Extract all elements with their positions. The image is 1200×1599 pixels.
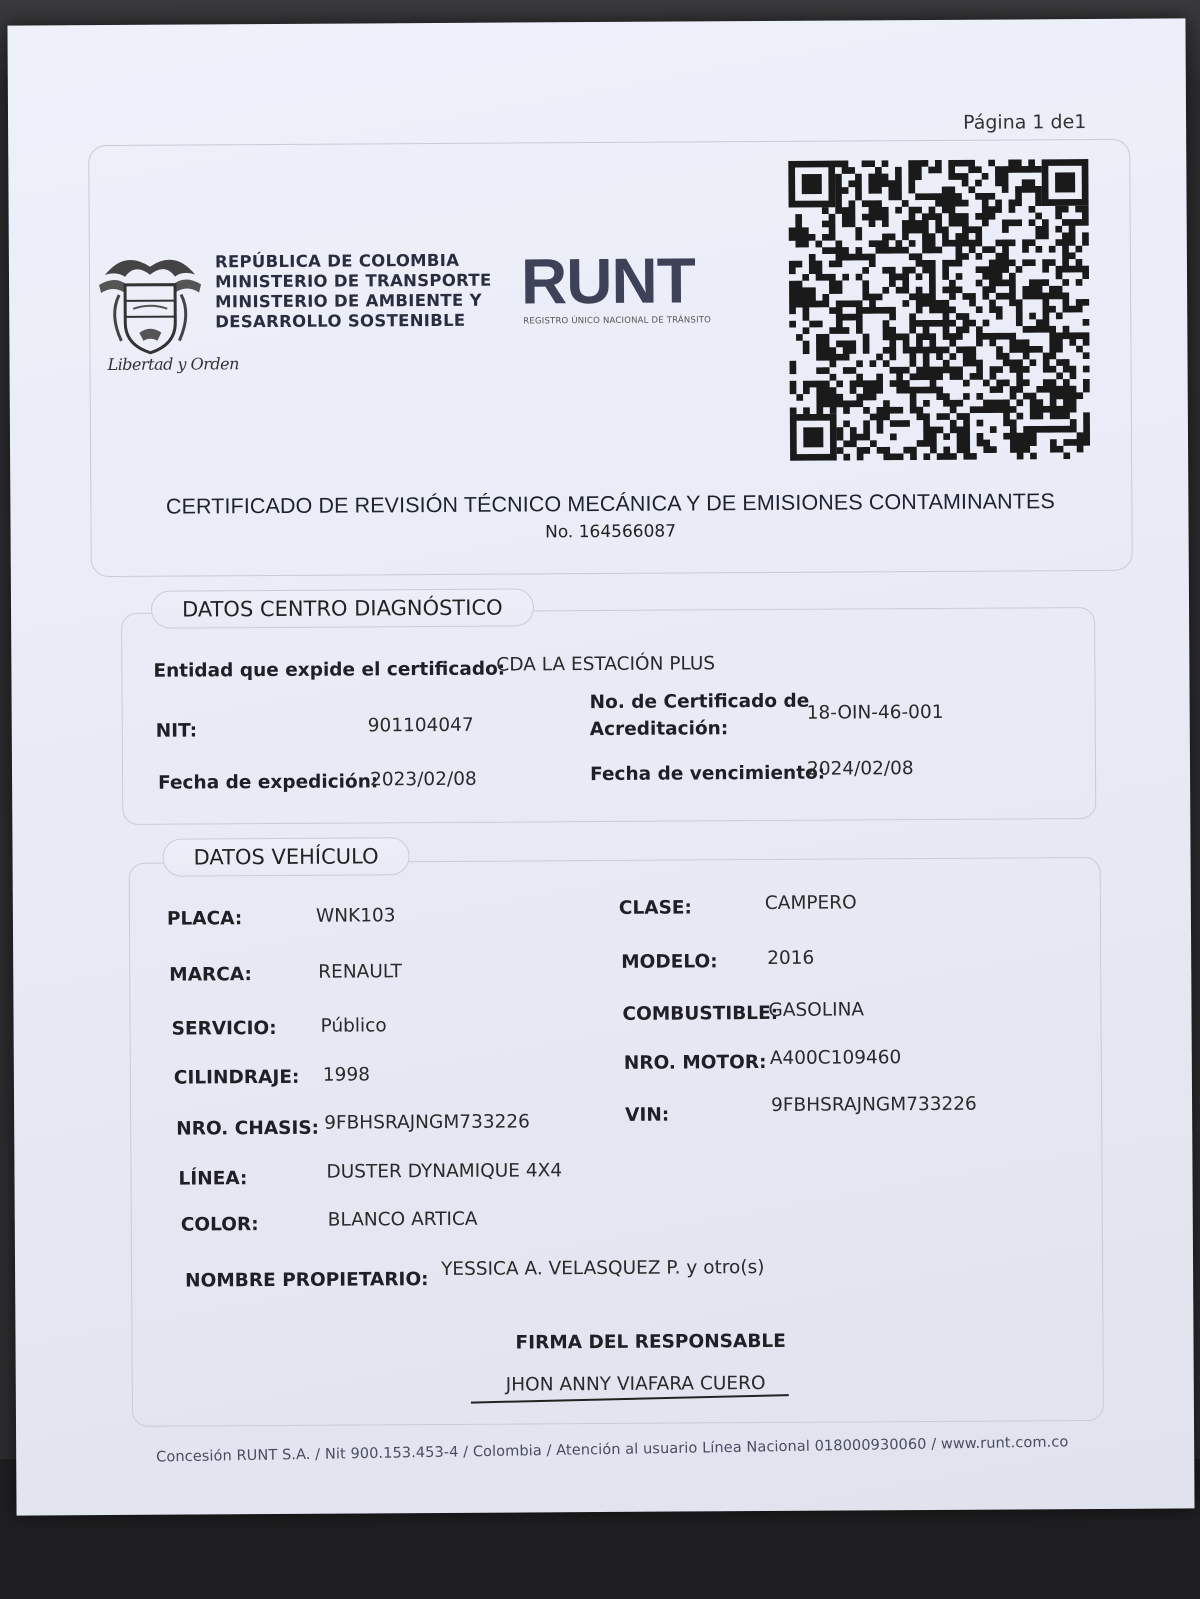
combustible-value: GASOLINA: [768, 999, 865, 1021]
chasis-value: 9FBHSRAJNGM733226: [324, 1111, 530, 1134]
signature-name: JHON ANNY VIAFARA CUERO: [505, 1373, 766, 1396]
owner-label: NOMBRE PROPIETARIO:: [185, 1269, 429, 1292]
runt-logo: RUNT: [520, 244, 695, 318]
vin-value: 9FBHSRAJNGM733226: [771, 1093, 977, 1116]
servicio-label: SERVICIO:: [171, 1017, 277, 1040]
diagnostic-center-title: DATOS CENTRO DIAGNÓSTICO: [151, 588, 534, 628]
placa-value: WNK103: [315, 905, 396, 927]
marca-value: RENAULT: [318, 961, 402, 983]
coat-of-arms-icon: [95, 244, 206, 365]
cilindraje-value: 1998: [322, 1064, 371, 1086]
signature-title: FIRMA DEL RESPONSABLE: [515, 1330, 786, 1354]
accreditation-value: 18-OIN-46-001: [806, 701, 944, 724]
motor-label: NRO. MOTOR:: [623, 1051, 767, 1074]
certificate-title: CERTIFICADO DE REVISIÓN TÉCNICO MECÁNICA Y DE EMISIONES CONTAMINANTES: [165, 489, 1055, 519]
nit-label: NIT:: [155, 720, 198, 742]
entity-label: Entidad que expide el certificado:: [153, 658, 506, 682]
servicio-value: Público: [320, 1015, 387, 1037]
motto-text: Libertad y Orden: [107, 354, 239, 375]
accreditation-label-line1: No. de Certificado de: [589, 690, 810, 714]
issue-date-label: Fecha de expedición:: [158, 771, 379, 794]
nit-value: 901104047: [367, 714, 474, 737]
cilindraje-label: CILINDRAJE:: [173, 1066, 300, 1089]
linea-label: LÍNEA:: [178, 1168, 248, 1190]
motor-value: A400C109460: [769, 1047, 902, 1069]
clase-value: CAMPERO: [764, 892, 857, 915]
certificate-paper: [7, 18, 1194, 1515]
modelo-value: 2016: [767, 947, 815, 969]
color-label: COLOR:: [180, 1214, 259, 1236]
marca-label: MARCA:: [169, 964, 252, 986]
vin-label: VIN:: [625, 1104, 670, 1126]
chasis-label: NRO. CHASIS:: [176, 1117, 320, 1140]
vehicle-section-title: DATOS VEHÍCULO: [162, 837, 409, 877]
expiry-date-value: 2024/02/08: [806, 758, 914, 780]
gov-line: DESARROLLO SOSTENIBLE: [215, 310, 466, 332]
issue-date-value: 2023/02/08: [370, 768, 477, 791]
combustible-label: COMBUSTIBLE:: [622, 1002, 779, 1025]
footer-text: Concesión RUNT S.A. / Nit 900.153.453-4 / Colombia / Atención al usuario Línea Nacional 018000930060 / www.runt.com.co: [156, 1434, 1069, 1466]
gov-line: MINISTERIO DE TRANSPORTE: [214, 270, 492, 292]
gov-line: REPÚBLICA DE COLOMBIA: [214, 250, 460, 272]
color-value: BLANCO ARTICA: [327, 1208, 478, 1231]
runt-subtitle: REGISTRO ÚNICO NACIONAL DE TRÁNSITO: [523, 315, 712, 327]
expiry-date-label: Fecha de vencimiento:: [589, 762, 826, 786]
modelo-label: MODELO:: [621, 951, 718, 973]
certificate-number: No. 164566087: [545, 521, 677, 543]
placa-label: PLACA:: [166, 908, 243, 930]
clase-label: CLASE:: [618, 897, 692, 919]
qr-code-icon: [784, 159, 1094, 461]
government-header: [215, 251, 492, 333]
page-number: Página 1 de1: [963, 111, 1087, 134]
gov-line: MINISTERIO DE AMBIENTE Y: [215, 290, 482, 312]
owner-value: YESSICA A. VELASQUEZ P. y otro(s): [441, 1257, 765, 1280]
accreditation-label-line2: Acreditación:: [589, 718, 729, 741]
linea-value: DUSTER DYNAMIQUE 4X4: [326, 1160, 563, 1183]
entity-value: CDA LA ESTACIÓN PLUS: [496, 653, 716, 676]
